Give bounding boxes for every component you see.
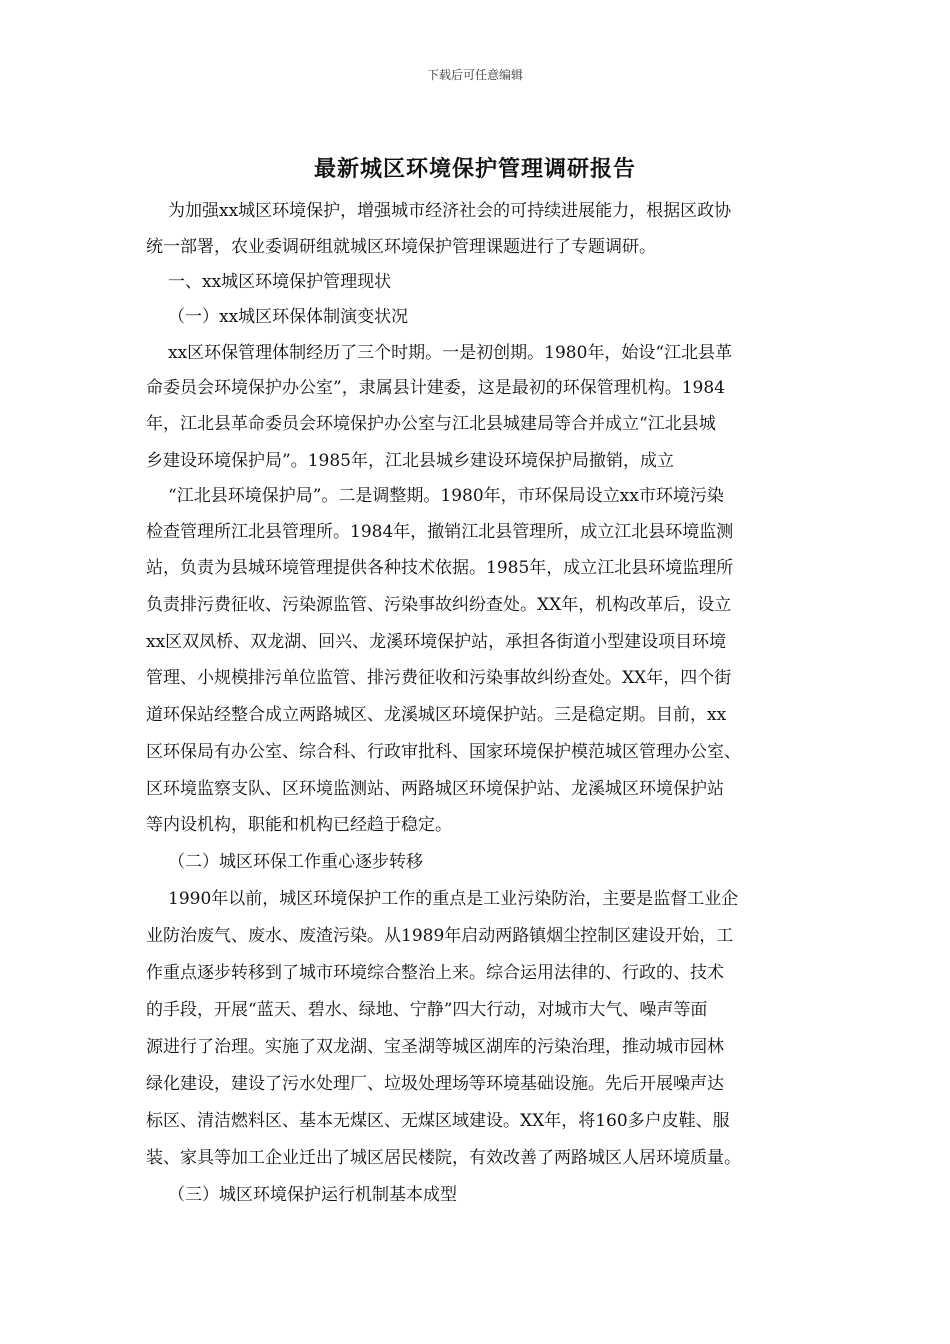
body-line: 区环境监察支队、区环境监测站、两路城区环境保护站、龙溪城区环境保护站 — [146, 779, 724, 799]
subsection-heading: （三）城区环境保护运行机制基本成型 — [168, 1185, 457, 1205]
body-line: xx区双凤桥、双龙湖、回兴、龙溪环境保护站，承担各街道小型建设项目环境 — [146, 632, 727, 652]
body-line: “江北县环境保护局”。二是调整期。1980年，市环保局设立xx市环境污染 — [168, 486, 724, 506]
body-line: 站，负责为县城环境管理提供各种技术依据。1985年，成立江北县环境监理所 — [146, 558, 734, 578]
body-line: 负责排污费征收、污染源监管、污染事故纠纷查处。XX年，机构改革后，设立 — [146, 595, 732, 615]
body-line: 管理、小规模排污单位监管、排污费征收和污染事故纠纷查处。XX年，四个街 — [146, 668, 732, 688]
body-line: 作重点逐步转移到了城市环境综合整治上来。综合运用法律的、行政的、技术 — [146, 963, 724, 983]
page-header-note: 下载后可任意编辑 — [426, 68, 523, 82]
body-line: 标区、清洁燃料区、基本无煤区、无煤区域建设。XX年，将160多户皮鞋、服 — [146, 1111, 730, 1131]
body-line: 业防治废气、废水、废渣污染。从1989年启动两路镇烟尘控制区建设开始，工 — [146, 926, 734, 946]
body-line: 装、家具等加工企业迁出了城区居民楼院，有效改善了两路城区人居环境质量。 — [146, 1148, 741, 1168]
body-line: 等内设机构，职能和机构已经趋于稳定。 — [146, 815, 452, 835]
body-line: 源进行了治理。实施了双龙湖、宝圣湖等城区湖库的污染治理，推动城市园林 — [146, 1037, 724, 1057]
section-heading: 一、xx城区环境保护管理现状 — [168, 272, 392, 292]
body-line: 年，江北县革命委员会环境保护办公室与江北县城建局等合并成立“江北县城 — [146, 414, 716, 434]
body-line: xx区环保管理体制经历了三个时期。一是初创期。1980年，始设“江北县革 — [168, 343, 733, 363]
document-title: 最新城区环境保护管理调研报告 — [313, 156, 636, 182]
body-line: 乡建设环境保护局”。1985年，江北县城乡建设环境保护局撤销，成立 — [146, 451, 674, 471]
body-line: 区环保局有办公室、综合科、行政审批科、国家环境保护模范城区管理办公室、 — [146, 742, 741, 762]
body-line: 的手段，开展“蓝天、碧水、绿地、宁静”四大行动，对城市大气、噪声等面 — [146, 1000, 708, 1020]
body-line: 统一部署，农业委调研组就城区环境保护管理课题进行了专题调研。 — [146, 237, 656, 257]
body-line: 为加强xx城区环境保护，增强城市经济社会的可持续进展能力，根据区政协 — [168, 201, 732, 221]
subsection-heading: （一）xx城区环保体制演变状况 — [168, 307, 409, 327]
body-line: 绿化建设，建设了污水处理厂、垃圾处理场等环境基础设施。先后开展噪声达 — [146, 1074, 724, 1094]
body-line: 道环保站经整合成立两路城区、龙溪城区环境保护站。三是稳定期。目前，xx — [146, 705, 727, 725]
body-line: 检查管理所江北县管理所。1984年，撤销江北县管理所，成立江北县环境监测 — [146, 522, 734, 542]
subsection-heading: （二）城区环保工作重心逐步转移 — [168, 852, 423, 872]
body-line: 命委员会环境保护办公室”，隶属县计建委，这是最初的环保管理机构。1984 — [146, 378, 725, 398]
body-line: 1990年以前，城区环境保护工作的重点是工业污染防治，主要是监督工业企 — [168, 889, 739, 909]
